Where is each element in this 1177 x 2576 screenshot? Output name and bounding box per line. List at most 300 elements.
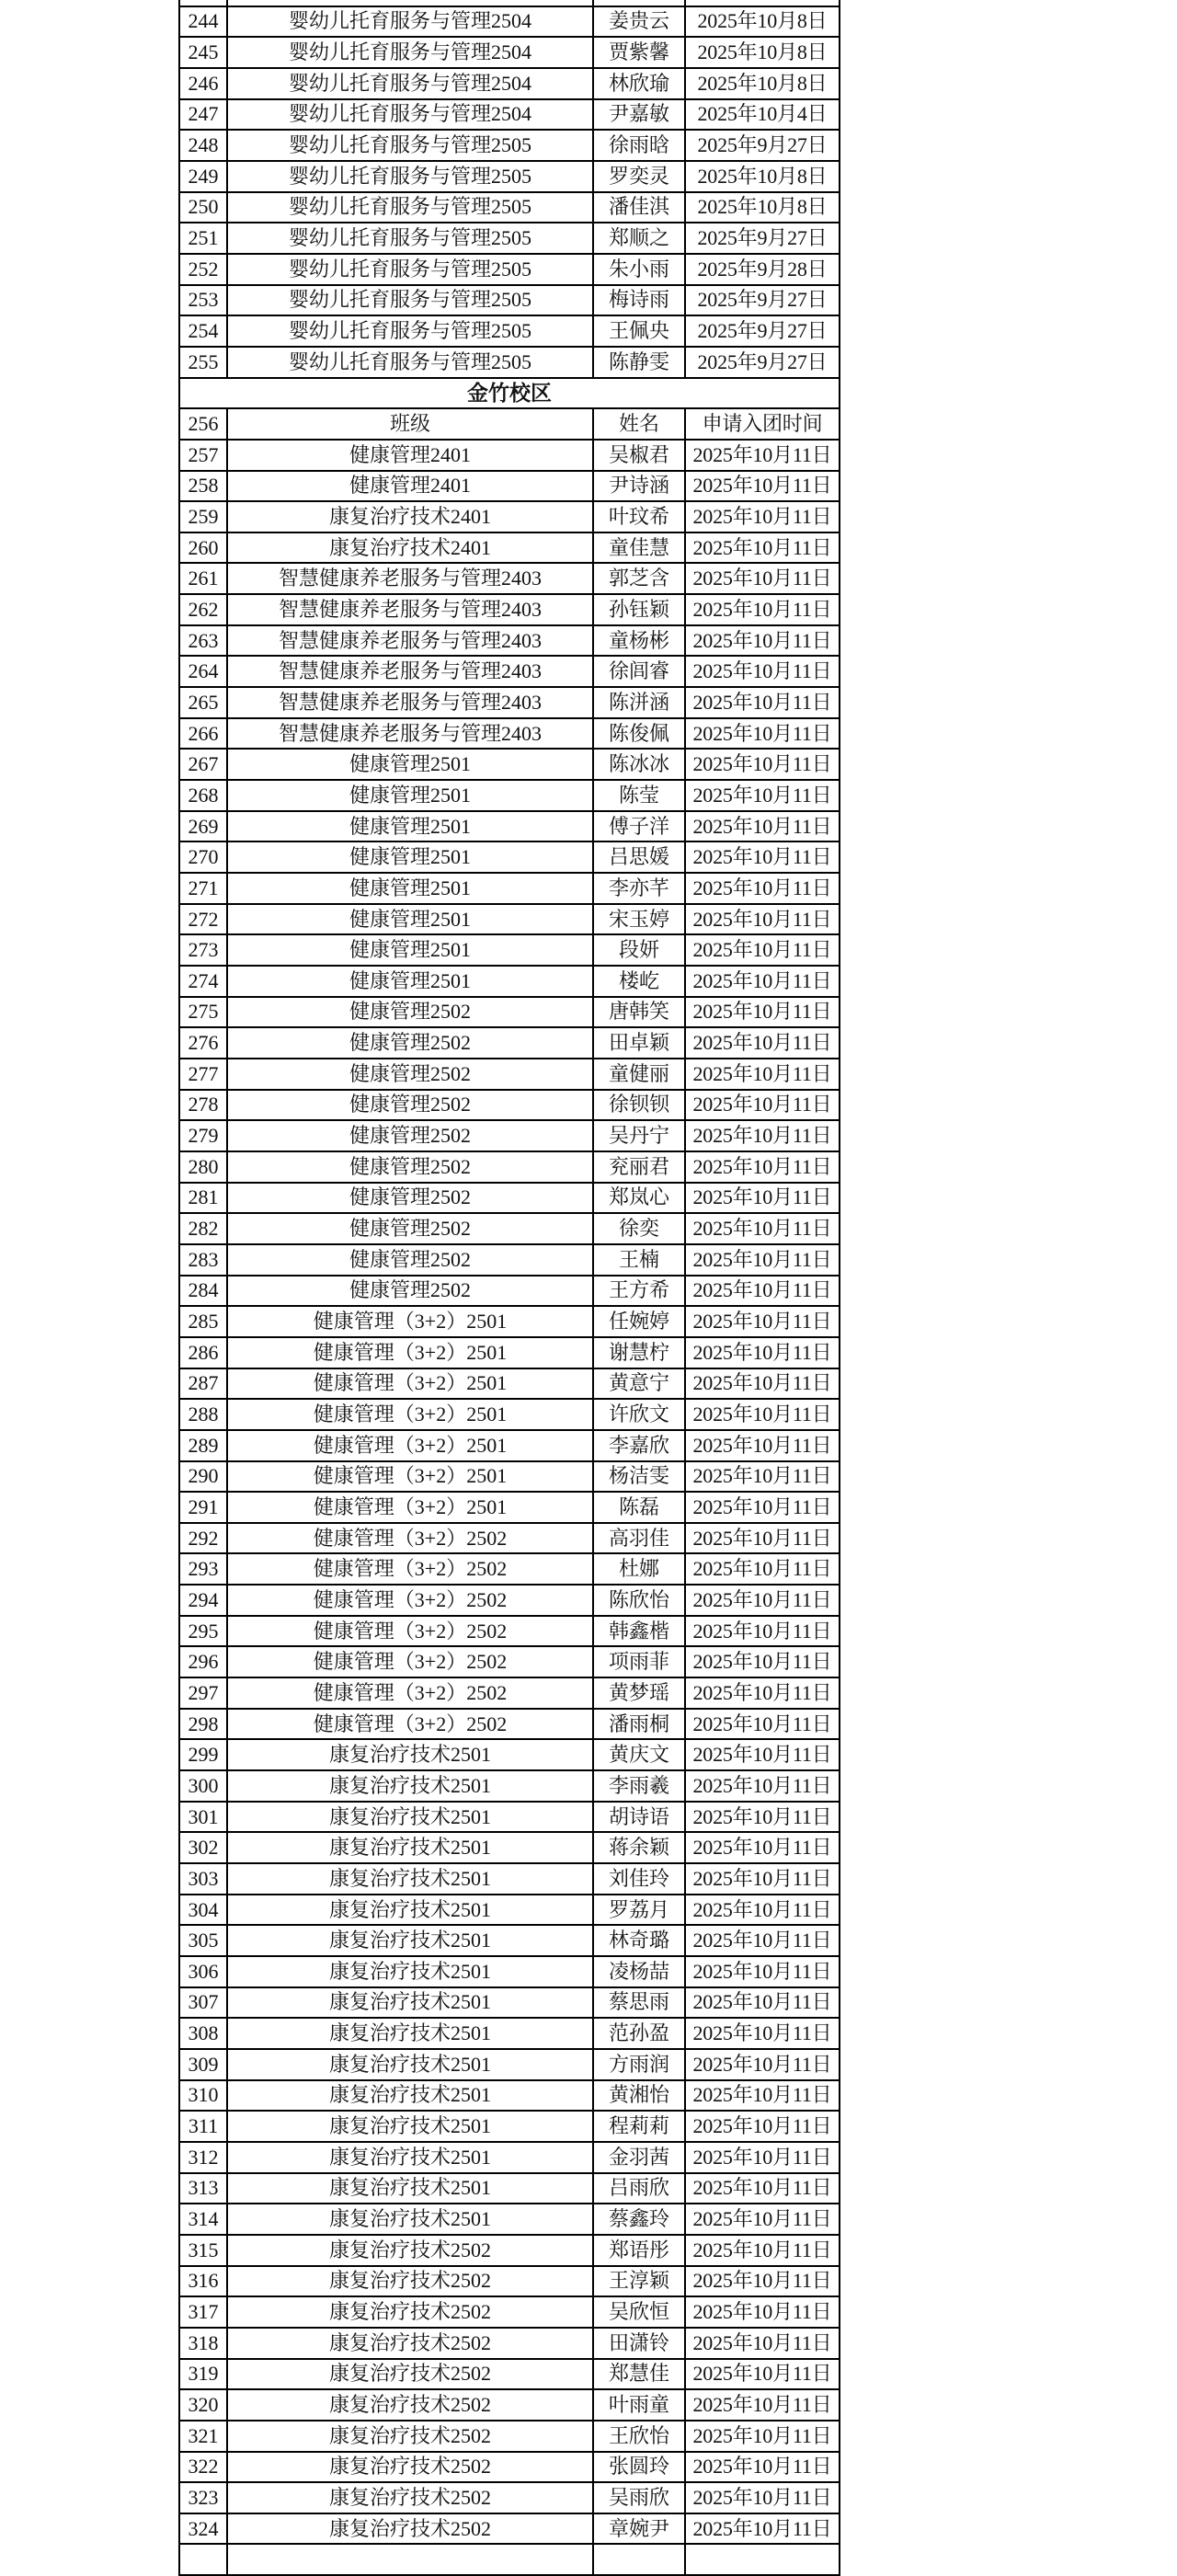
apply-date: 2025年10月11日: [686, 533, 840, 563]
student-name: 贾紫馨: [594, 38, 686, 67]
table-row: [178, 1617, 840, 1648]
table-row: [178, 2390, 840, 2421]
class-name: 康复治疗技术2502: [228, 2329, 594, 2358]
apply-date: 2025年10月8日: [686, 193, 840, 223]
row-index: 324: [178, 2514, 228, 2544]
table-row: [178, 533, 840, 565]
student-name: 陈静雯: [594, 348, 686, 377]
row-index: 275: [178, 998, 228, 1027]
apply-date: 2025年10月11日: [686, 1988, 840, 2018]
apply-date: 2025年10月11日: [686, 472, 840, 501]
class-name: 健康管理（3+2）2502: [228, 1524, 594, 1553]
class-name: 健康管理2502: [228, 1184, 594, 1213]
table-row: [178, 38, 840, 69]
apply-date: 2025年10月11日: [686, 1431, 840, 1460]
student-name: 吴雨欣: [594, 2483, 686, 2513]
table-row: [178, 1307, 840, 1338]
table-row: [178, 2329, 840, 2360]
student-name: 张圆玲: [594, 2453, 686, 2482]
row-index: 258: [178, 472, 228, 501]
row-index: 286: [178, 1338, 228, 1368]
roster-table: [178, 0, 840, 2576]
apply-date: 2025年10月11日: [686, 1710, 840, 1739]
class-name: 康复治疗技术2502: [228, 2483, 594, 2513]
student-name: 朱小雨: [594, 255, 686, 284]
class-name: 健康管理2501: [228, 750, 594, 779]
row-index: 289: [178, 1431, 228, 1460]
table-row: [178, 1586, 840, 1617]
row-index: 263: [178, 626, 228, 656]
apply-date: 2025年10月11日: [686, 1245, 840, 1275]
class-name: 健康管理（3+2）2501: [228, 1462, 594, 1492]
class-name: 康复治疗技术2501: [228, 2204, 594, 2234]
row-index: 313: [178, 2174, 228, 2204]
table-row: [178, 1647, 840, 1678]
row-index: 315: [178, 2236, 228, 2265]
row-index: 246: [178, 69, 228, 98]
row-index: 320: [178, 2390, 228, 2420]
class-name: 婴幼儿托育服务与管理2505: [228, 162, 594, 191]
class-name: 康复治疗技术2501: [228, 1833, 594, 1862]
row-index: 264: [178, 657, 228, 686]
row-index: 317: [178, 2297, 228, 2327]
apply-date: 2025年10月11日: [686, 1678, 840, 1708]
class-name: 康复治疗技术2502: [228, 2421, 594, 2451]
row-index: 277: [178, 1059, 228, 1089]
class-name: 健康管理2501: [228, 842, 594, 872]
apply-date: 2025年10月11日: [686, 441, 840, 470]
class-name: 健康管理（3+2）2501: [228, 1431, 594, 1460]
table-row: [178, 255, 840, 286]
header-index: 256: [178, 409, 228, 439]
row-index: 288: [178, 1400, 228, 1429]
apply-date: 2025年10月11日: [686, 2453, 840, 2482]
row-index: 251: [178, 223, 228, 253]
class-name: 健康管理2401: [228, 441, 594, 470]
apply-date: 2025年10月11日: [686, 842, 840, 872]
class-name: 智慧健康养老服务与管理2403: [228, 564, 594, 593]
class-name: 婴幼儿托育服务与管理2505: [228, 286, 594, 315]
apply-date: 2025年10月11日: [686, 2390, 840, 2420]
row-index: 249: [178, 162, 228, 191]
row-index: 282: [178, 1214, 228, 1243]
row-index: 279: [178, 1121, 228, 1151]
class-name: 康复治疗技术2501: [228, 2143, 594, 2172]
student-name: 尹嘉敏: [594, 100, 686, 130]
apply-date: 2025年10月11日: [686, 1803, 840, 1832]
row-index: 300: [178, 1771, 228, 1801]
apply-date: 2025年10月11日: [686, 2483, 840, 2513]
row-index: 252: [178, 255, 228, 284]
table-row: [178, 2483, 840, 2514]
apply-date: 2025年10月11日: [686, 1740, 840, 1769]
apply-date: 2025年10月11日: [686, 2112, 840, 2141]
class-name: 健康管理（3+2）2501: [228, 1338, 594, 1368]
student-name: 范孙盈: [594, 2019, 686, 2048]
apply-date: 2025年10月11日: [686, 657, 840, 686]
class-name: 婴幼儿托育服务与管理2505: [228, 348, 594, 377]
apply-date: 2025年10月11日: [686, 1152, 840, 1182]
student-name: 徐闾睿: [594, 657, 686, 686]
table-row: [178, 781, 840, 812]
class-name: 健康管理（3+2）2501: [228, 1307, 594, 1336]
student-name: 宋玉婷: [594, 905, 686, 934]
student-name: 李嘉欣: [594, 1431, 686, 1460]
table-row: [178, 472, 840, 503]
student-name: 谢慧柠: [594, 1338, 686, 1368]
class-name: 康复治疗技术2502: [228, 2390, 594, 2420]
table-row: [178, 1524, 840, 1555]
row-index: 319: [178, 2360, 228, 2389]
student-name: 童杨彬: [594, 626, 686, 656]
student-name: 许欣文: [594, 1400, 686, 1429]
student-name: 章婉尹: [594, 2514, 686, 2544]
student-name: 吴丹宁: [594, 1121, 686, 1151]
apply-date: 2025年10月11日: [686, 905, 840, 934]
class-name: 健康管理2401: [228, 472, 594, 501]
table-row: [178, 1771, 840, 1803]
apply-date: 2025年10月11日: [686, 2050, 840, 2079]
student-name: 梅诗雨: [594, 286, 686, 315]
row-index: 247: [178, 100, 228, 130]
row-index: 306: [178, 1957, 228, 1986]
class-name: 健康管理（3+2）2502: [228, 1617, 594, 1646]
student-name: 蔡思雨: [594, 1988, 686, 2018]
header-name: 姓名: [594, 409, 686, 439]
apply-date: 2025年10月11日: [686, 2236, 840, 2265]
header-class: 班级: [228, 409, 594, 439]
apply-date: 2025年10月11日: [686, 1369, 840, 1399]
apply-date: 2025年10月11日: [686, 2143, 840, 2172]
student-name: 蔡鑫玲: [594, 2204, 686, 2234]
row-index: 311: [178, 2112, 228, 2141]
class-name: 康复治疗技术2502: [228, 2514, 594, 2544]
student-name: 金羽茜: [594, 2143, 686, 2172]
row-index: 276: [178, 1028, 228, 1058]
student-name: [594, 0, 686, 6]
row-index: 322: [178, 2453, 228, 2482]
table-row: [178, 316, 840, 348]
class-name: 健康管理（3+2）2502: [228, 1678, 594, 1708]
student-name: 杨洁雯: [594, 1462, 686, 1492]
class-name: 智慧健康养老服务与管理2403: [228, 719, 594, 749]
apply-date: 2025年10月11日: [686, 2174, 840, 2204]
apply-date: 2025年10月11日: [686, 1524, 840, 1553]
student-name: 姜贵云: [594, 7, 686, 37]
class-name: 健康管理2501: [228, 874, 594, 903]
apply-date: 2025年10月11日: [686, 1926, 840, 1955]
table-row: [178, 286, 840, 317]
table-row: [178, 348, 840, 379]
student-name: 吕雨欣: [594, 2174, 686, 2204]
table-row: [178, 1091, 840, 1122]
row-index: [178, 0, 228, 6]
apply-date: 2025年10月11日: [686, 1771, 840, 1801]
row-index: 253: [178, 286, 228, 315]
apply-date: 2025年10月11日: [686, 812, 840, 841]
row-index: 305: [178, 1926, 228, 1955]
row-index: 269: [178, 812, 228, 841]
clipped-row-top: [178, 0, 840, 7]
table-row: [178, 1895, 840, 1927]
row-index: 293: [178, 1554, 228, 1584]
student-name: 吕思媛: [594, 842, 686, 872]
apply-date: 2025年10月11日: [686, 1647, 840, 1677]
rows-group-previous-campus: [178, 7, 840, 379]
row-index: [178, 2545, 228, 2574]
row-index: 312: [178, 2143, 228, 2172]
table-row: [178, 595, 840, 626]
class-name: 健康管理2502: [228, 1245, 594, 1275]
student-name: 项雨菲: [594, 1647, 686, 1677]
class-name: 婴幼儿托育服务与管理2505: [228, 131, 594, 160]
student-name: 李亦芊: [594, 874, 686, 903]
class-name: 康复治疗技术2501: [228, 1957, 594, 1986]
table-row: [178, 2514, 840, 2546]
apply-date: 2025年10月11日: [686, 1957, 840, 1986]
class-name: 智慧健康养老服务与管理2403: [228, 595, 594, 624]
class-name: 婴幼儿托育服务与管理2504: [228, 38, 594, 67]
student-name: 陈洴涵: [594, 688, 686, 717]
class-name: 康复治疗技术2501: [228, 1740, 594, 1769]
apply-date: 2025年9月27日: [686, 223, 840, 253]
class-name: 康复治疗技术2501: [228, 1771, 594, 1801]
table-row: [178, 1988, 840, 2020]
table-row: [178, 7, 840, 39]
class-name: 健康管理2502: [228, 1091, 594, 1120]
section-title: 金竹校区: [178, 379, 840, 408]
student-name: 傅子洋: [594, 812, 686, 841]
row-index: 299: [178, 1740, 228, 1769]
class-name: 健康管理（3+2）2502: [228, 1586, 594, 1615]
table-row: [178, 1431, 840, 1462]
apply-date: 2025年10月11日: [686, 2267, 840, 2296]
table-row: [178, 2360, 840, 2391]
table-row: [178, 626, 840, 658]
table-row: [178, 502, 840, 533]
row-index: 310: [178, 2081, 228, 2111]
apply-date: 2025年10月11日: [686, 1864, 840, 1894]
student-name: 黄庆文: [594, 1740, 686, 1769]
student-name: 王佩央: [594, 316, 686, 346]
class-name: 康复治疗技术2501: [228, 1988, 594, 2018]
student-name: 郑顺之: [594, 223, 686, 253]
apply-date: 2025年10月11日: [686, 1617, 840, 1646]
class-name: 健康管理2501: [228, 781, 594, 810]
table-row: [178, 2019, 840, 2050]
table-row: [178, 223, 840, 255]
apply-date: 2025年10月11日: [686, 1400, 840, 1429]
class-name: 康复治疗技术2502: [228, 2360, 594, 2389]
class-name: 健康管理2502: [228, 1059, 594, 1089]
apply-date: 2025年10月11日: [686, 2360, 840, 2389]
row-index: 287: [178, 1369, 228, 1399]
class-name: 康复治疗技术2502: [228, 2267, 594, 2296]
row-index: 318: [178, 2329, 228, 2358]
table-row: [178, 1121, 840, 1152]
apply-date: 2025年10月11日: [686, 1091, 840, 1120]
table-row: [178, 1184, 840, 1215]
student-name: 方雨润: [594, 2050, 686, 2079]
row-index: 272: [178, 905, 228, 934]
table-row: [178, 719, 840, 750]
student-name: 程莉莉: [594, 2112, 686, 2141]
table-row: [178, 1059, 840, 1091]
student-name: 童健丽: [594, 1059, 686, 1089]
row-index: 244: [178, 7, 228, 37]
class-name: 健康管理2502: [228, 1152, 594, 1182]
class-name: 婴幼儿托育服务与管理2504: [228, 69, 594, 98]
class-name: 健康管理2501: [228, 812, 594, 841]
class-name: 健康管理2502: [228, 998, 594, 1027]
student-name: 王楠: [594, 1245, 686, 1275]
table-row: [178, 750, 840, 781]
row-index: 267: [178, 750, 228, 779]
student-name: 胡诗语: [594, 1803, 686, 1832]
class-name: 婴幼儿托育服务与管理2504: [228, 7, 594, 37]
apply-date: 2025年10月11日: [686, 2514, 840, 2544]
apply-date: 2025年10月11日: [686, 1277, 840, 1306]
table-row: [178, 193, 840, 224]
class-name: 康复治疗技术2501: [228, 2081, 594, 2111]
student-name: 郑慧佳: [594, 2360, 686, 2389]
row-index: 245: [178, 38, 228, 67]
student-name: 童佳慧: [594, 533, 686, 563]
apply-date: [686, 0, 840, 6]
class-name: 健康管理2502: [228, 1121, 594, 1151]
apply-date: 2025年10月11日: [686, 2081, 840, 2111]
table-row: [178, 2204, 840, 2236]
apply-date: 2025年10月4日: [686, 100, 840, 130]
apply-date: 2025年10月8日: [686, 7, 840, 37]
class-name: 婴幼儿托育服务与管理2504: [228, 100, 594, 130]
row-index: 281: [178, 1184, 228, 1213]
apply-date: 2025年10月11日: [686, 595, 840, 624]
row-index: 283: [178, 1245, 228, 1275]
apply-date: 2025年10月11日: [686, 2204, 840, 2234]
student-name: 陈磊: [594, 1493, 686, 1522]
apply-date: 2025年10月11日: [686, 781, 840, 810]
apply-date: 2025年10月11日: [686, 998, 840, 1027]
class-name: 智慧健康养老服务与管理2403: [228, 657, 594, 686]
table-row: [178, 1678, 840, 1710]
table-row: [178, 131, 840, 162]
table-row: [178, 1957, 840, 1988]
table-row: [178, 1864, 840, 1895]
row-index: 260: [178, 533, 228, 563]
header-date: 申请入团时间: [686, 409, 840, 439]
class-name: 健康管理2501: [228, 967, 594, 996]
table-row: [178, 1369, 840, 1401]
apply-date: 2025年10月11日: [686, 967, 840, 996]
student-name: 陈冰冰: [594, 750, 686, 779]
table-row: [178, 2050, 840, 2081]
table-row: [178, 812, 840, 843]
row-index: 278: [178, 1091, 228, 1120]
row-index: 274: [178, 967, 228, 996]
class-name: [228, 2545, 594, 2574]
table-row: [178, 1214, 840, 1245]
student-name: 罗奕灵: [594, 162, 686, 191]
row-index: 266: [178, 719, 228, 749]
row-index: 323: [178, 2483, 228, 2513]
table-row: [178, 1926, 840, 1957]
student-name: 李雨羲: [594, 1771, 686, 1801]
class-name: 健康管理（3+2）2502: [228, 1554, 594, 1584]
table-row: [178, 967, 840, 998]
apply-date: 2025年10月11日: [686, 1338, 840, 1368]
apply-date: 2025年9月27日: [686, 286, 840, 315]
student-name: 韩鑫楷: [594, 1617, 686, 1646]
row-index: 301: [178, 1803, 228, 1832]
table-row: [178, 688, 840, 719]
clipped-row-bottom: [178, 2545, 840, 2576]
class-name: 健康管理（3+2）2501: [228, 1493, 594, 1522]
apply-date: 2025年10月11日: [686, 502, 840, 532]
class-name: 健康管理（3+2）2501: [228, 1369, 594, 1399]
student-name: 任婉婷: [594, 1307, 686, 1336]
table-row: [178, 1152, 840, 1184]
apply-date: 2025年10月11日: [686, 1833, 840, 1862]
class-name: 健康管理2501: [228, 905, 594, 934]
row-index: 255: [178, 348, 228, 377]
student-name: 黄湘怡: [594, 2081, 686, 2111]
row-index: 304: [178, 1895, 228, 1925]
student-name: 田潇铃: [594, 2329, 686, 2358]
row-index: 294: [178, 1586, 228, 1615]
apply-date: 2025年9月27日: [686, 131, 840, 160]
row-index: 284: [178, 1277, 228, 1306]
row-index: 261: [178, 564, 228, 593]
table-row: [178, 2421, 840, 2453]
student-name: 王淳颖: [594, 2267, 686, 2296]
class-name: 康复治疗技术2501: [228, 2174, 594, 2204]
class-name: 健康管理2502: [228, 1028, 594, 1058]
class-name: 智慧健康养老服务与管理2403: [228, 688, 594, 717]
student-name: 兖丽君: [594, 1152, 686, 1182]
student-name: 潘雨桐: [594, 1710, 686, 1739]
apply-date: 2025年10月11日: [686, 2329, 840, 2358]
table-row: [178, 441, 840, 472]
class-name: 康复治疗技术2501: [228, 1895, 594, 1925]
row-index: 250: [178, 193, 228, 223]
apply-date: 2025年10月11日: [686, 750, 840, 779]
student-name: 唐韩笑: [594, 998, 686, 1027]
class-name: 智慧健康养老服务与管理2403: [228, 626, 594, 656]
table-row: [178, 905, 840, 936]
row-index: 268: [178, 781, 228, 810]
student-name: 徐雨晗: [594, 131, 686, 160]
row-index: 273: [178, 935, 228, 965]
row-index: 309: [178, 2050, 228, 2079]
header-row: [178, 409, 840, 441]
table-row: [178, 1462, 840, 1494]
class-name: 婴幼儿托育服务与管理2505: [228, 223, 594, 253]
table-row: [178, 1493, 840, 1524]
table-row: [178, 2267, 840, 2298]
table-row: [178, 1400, 840, 1431]
class-name: 康复治疗技术2501: [228, 2050, 594, 2079]
student-name: 段妍: [594, 935, 686, 965]
table-row: [178, 1803, 840, 1834]
apply-date: 2025年9月27日: [686, 348, 840, 377]
student-name: 王方希: [594, 1277, 686, 1306]
apply-date: [686, 2545, 840, 2574]
row-index: 280: [178, 1152, 228, 1182]
apply-date: 2025年10月11日: [686, 1184, 840, 1213]
table-row: [178, 2081, 840, 2112]
student-name: 郑岚心: [594, 1184, 686, 1213]
